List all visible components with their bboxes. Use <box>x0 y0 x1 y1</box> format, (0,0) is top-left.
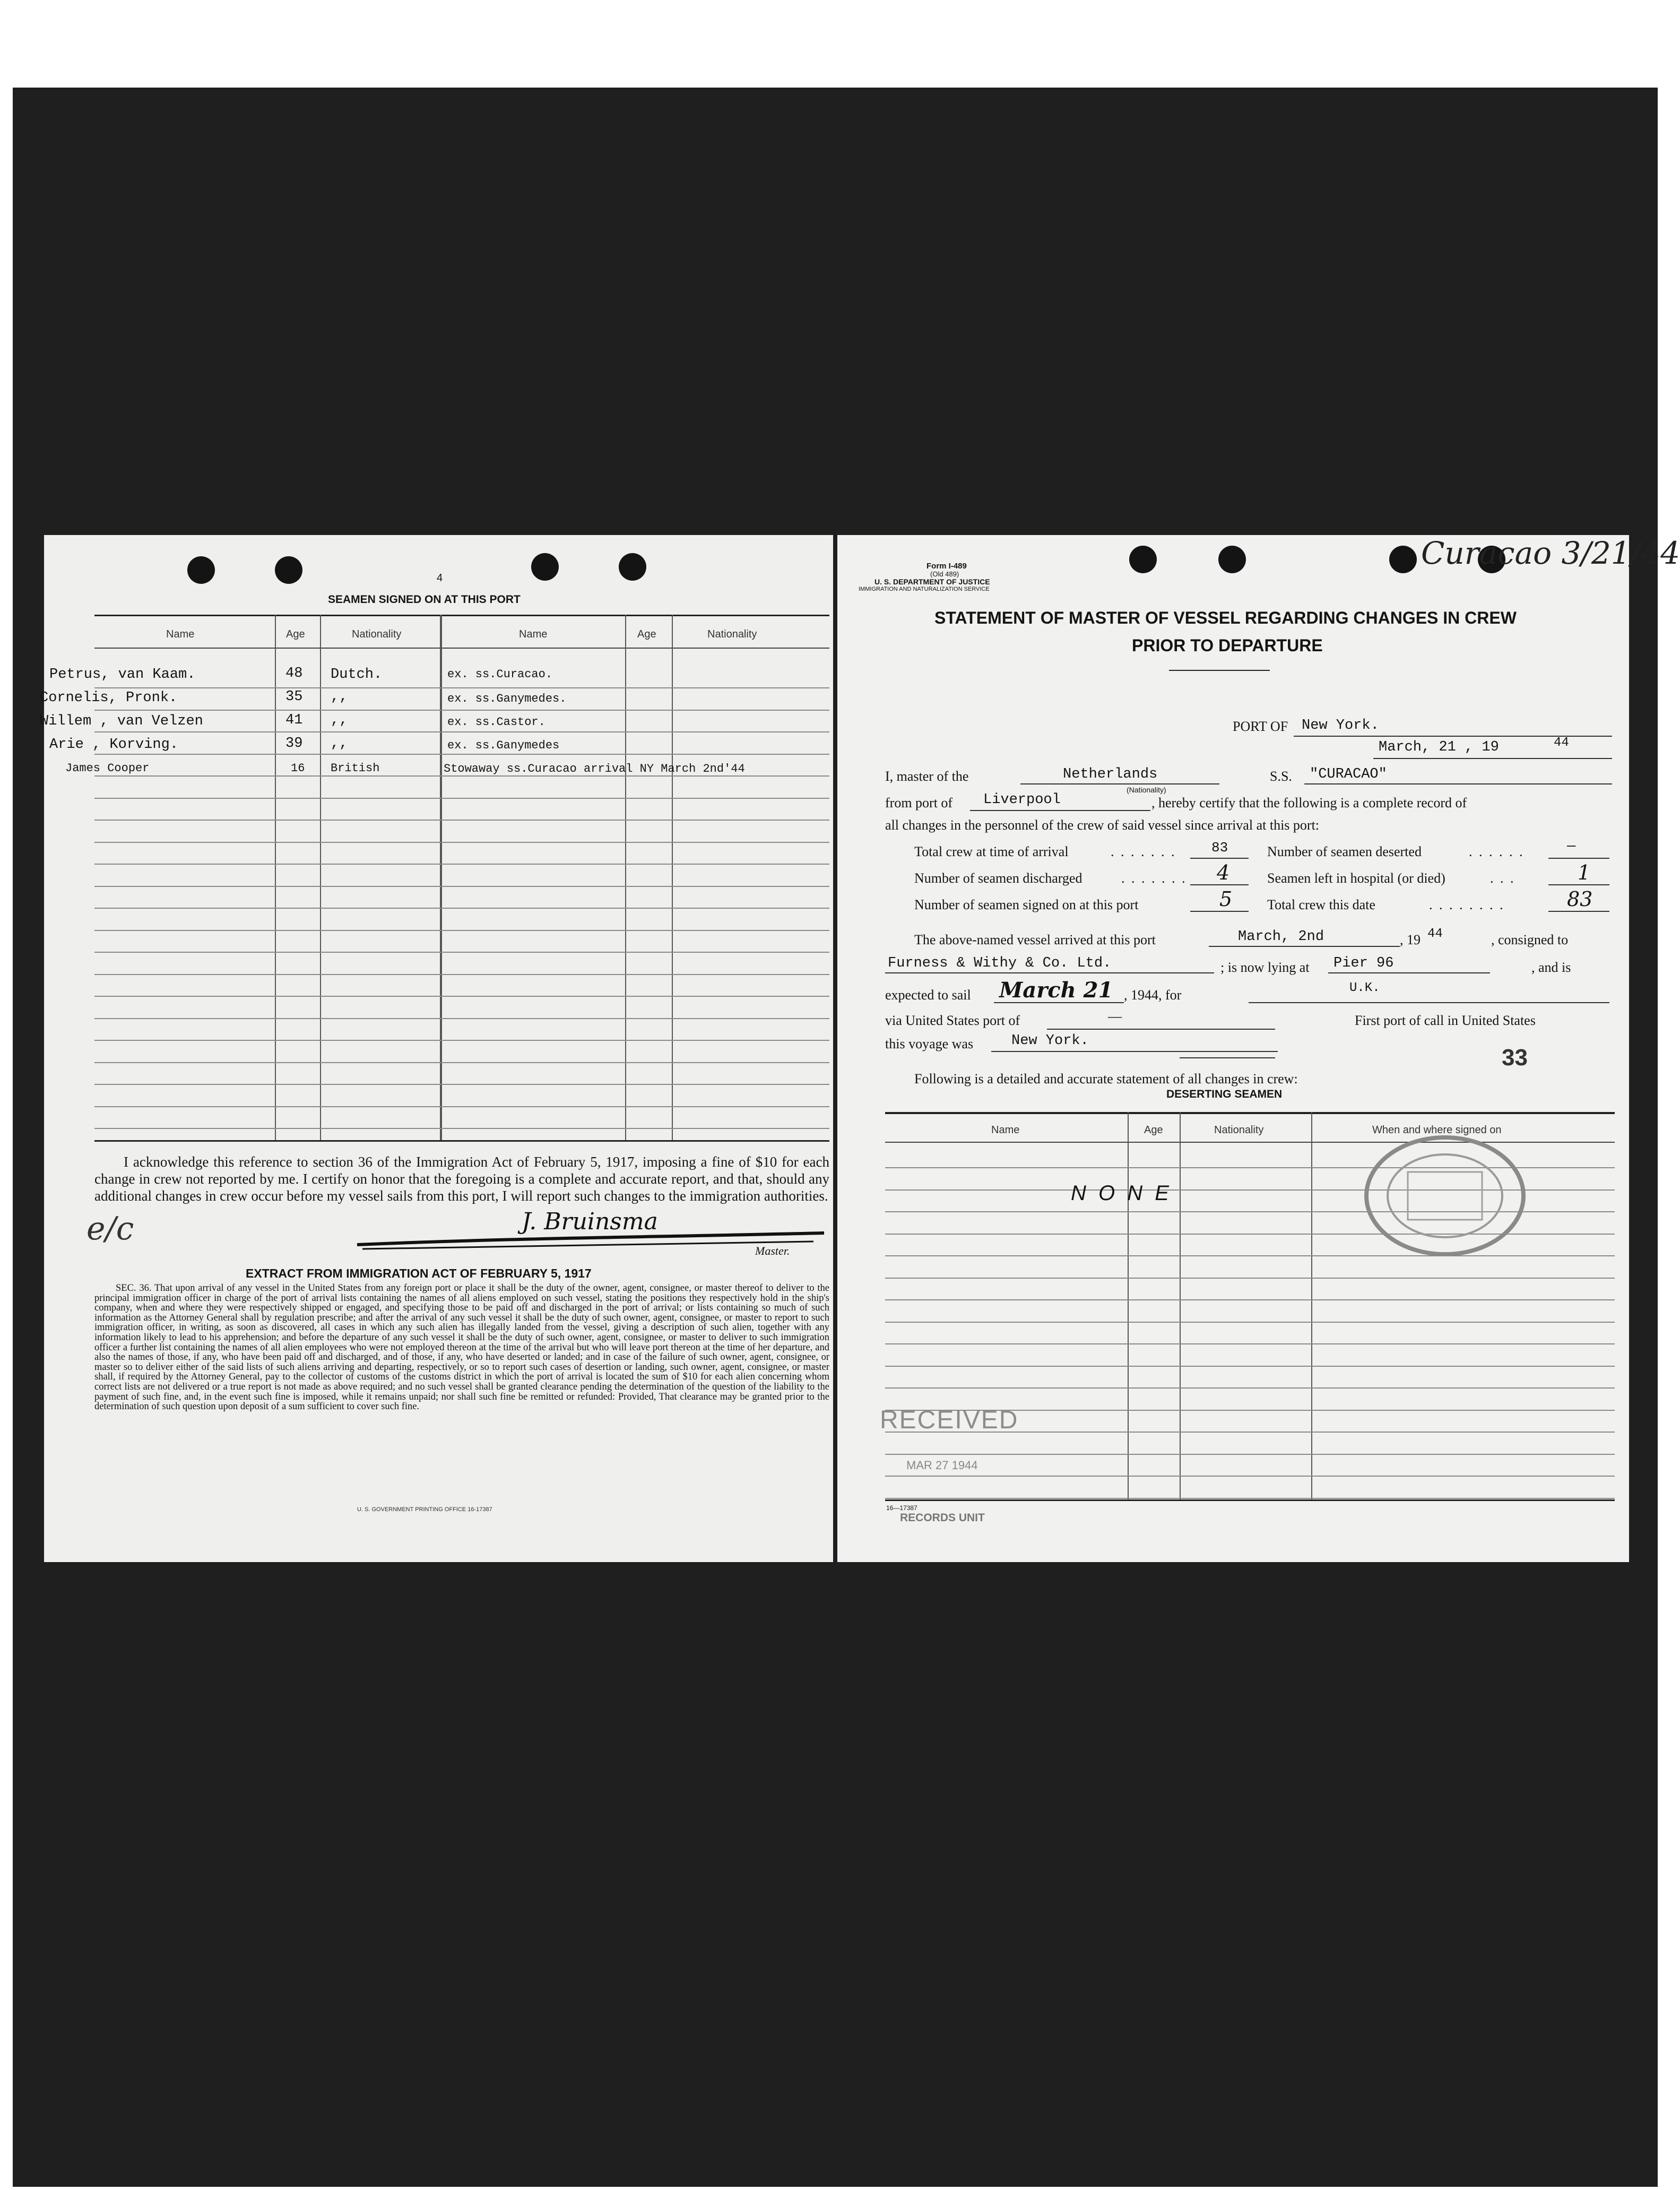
stat-value: 1 <box>1578 861 1591 884</box>
page-number: 4 <box>437 572 443 584</box>
ruled-line <box>94 710 829 711</box>
punch-hole <box>275 556 302 584</box>
ruled-line <box>94 952 829 953</box>
department: U. S. DEPARTMENT OF JUSTICE <box>874 577 990 586</box>
arrived-blank <box>1209 946 1400 947</box>
stat-label: Total crew at time of arrival <box>914 844 1069 859</box>
ruled-line <box>94 908 829 909</box>
col-header-age-2: Age <box>637 628 656 640</box>
stat-value: 5 <box>1219 887 1233 911</box>
punch-hole <box>619 553 646 581</box>
ruled-line <box>94 930 829 931</box>
via-label: via United States port of <box>885 1013 1020 1028</box>
ruled-line <box>94 820 829 821</box>
stat-value: 83 <box>1211 840 1228 856</box>
lying-value: Pier 96 <box>1333 955 1394 971</box>
circular-stamp <box>1357 1130 1532 1262</box>
ruled-line <box>885 1454 1615 1455</box>
col-divider <box>440 615 442 1140</box>
ruled-line <box>94 886 829 887</box>
stat-label: Number of seamen signed on at this port <box>914 897 1139 912</box>
ruled-line <box>94 1128 829 1129</box>
ruled-line <box>885 1322 1615 1323</box>
master-of-label: I, master of the <box>885 769 969 784</box>
seaman-remark: ex. ss.Ganymedes. <box>447 692 567 705</box>
stat-label: Number of seamen discharged <box>914 870 1083 886</box>
ship-name: "CURACAO" <box>1310 766 1387 782</box>
seaman-name: James Cooper <box>65 762 150 775</box>
ruled-line <box>885 1299 1615 1300</box>
ruled-line <box>94 864 829 865</box>
punch-hole <box>1129 546 1157 573</box>
seaman-nationality: ,, <box>331 689 348 705</box>
deserting-bottom-rule <box>885 1499 1615 1501</box>
seaman-name: Petrus, van Kaam. <box>49 667 196 683</box>
stat-value: 4 <box>1217 861 1230 884</box>
seaman-nationality: ,, <box>331 736 348 752</box>
seaman-name: Arie , Korving. <box>49 737 179 753</box>
col-header-nationality: Nationality <box>1214 1124 1264 1136</box>
none-entry: N O N E <box>1071 1182 1172 1205</box>
acknowledgement-text: I acknowledge this reference to section 36 of the Immigration Act of February 5, 1917, imposing a fine of $10 for each change in crew not reported by me. I certify on honor that the foregoing is a complete and accurate report, and that, should any additional changes in crew occur before my vessel sails from this port, I will report such changes to the immigration authorities. <box>94 1154 829 1204</box>
voyage-label: this voyage was <box>885 1036 974 1051</box>
form-number: Form I-489 <box>926 562 967 571</box>
destination-blank <box>1249 1002 1609 1003</box>
certify-text-2: all changes in the personnel of the crew of said vessel since arrival at this port: <box>885 817 1320 833</box>
ruled-line <box>94 731 829 732</box>
left-page <box>40 535 833 1562</box>
ruled-line <box>94 687 829 688</box>
seaman-age: 35 <box>285 689 303 705</box>
destination: U.K. <box>1349 981 1380 995</box>
sail-year: , 1944, for <box>1124 987 1182 1003</box>
ruled-line <box>94 974 829 975</box>
consignee-blank <box>885 972 1214 973</box>
consigned-label: , consigned to <box>1491 932 1569 947</box>
stat-label: Number of seamen deserted <box>1267 844 1422 859</box>
stat-blank <box>1548 884 1609 885</box>
stat-blank <box>1190 884 1249 885</box>
sail-label: expected to sail <box>885 987 971 1003</box>
ruled-line <box>885 1387 1615 1389</box>
ruled-line <box>94 1018 829 1019</box>
punch-hole <box>531 553 559 581</box>
ruled-line <box>94 842 829 843</box>
deserting-top-rule <box>885 1112 1615 1114</box>
ruled-line <box>885 1366 1615 1367</box>
first-port-label: First port of call in United States <box>1355 1013 1536 1028</box>
ruled-line <box>94 1062 829 1063</box>
printing-office: U. S. GOVERNMENT PRINTING OFFICE 16-17387 <box>357 1506 492 1513</box>
col-header-age: Age <box>286 628 305 640</box>
port-label: PORT OF <box>1233 719 1288 734</box>
master-label: Master. <box>755 1244 790 1257</box>
ruled-line <box>885 1278 1615 1279</box>
seaman-remark: ex. ss.Ganymedes <box>447 739 560 752</box>
seaman-remark: Stowaway ss.Curacao arrival NY March 2nd'44 <box>444 762 745 775</box>
nationality-value: Netherlands <box>1063 766 1158 782</box>
ruled-line <box>885 1343 1615 1344</box>
voyage-rule <box>1180 1057 1275 1058</box>
via-blank <box>1047 1029 1275 1030</box>
lying-label: ; is now lying at <box>1220 960 1310 975</box>
section-title: SEAMEN SIGNED ON AT THIS PORT <box>328 593 521 606</box>
following-text: Following is a detailed and accurate statement of all changes in crew: <box>914 1071 1298 1087</box>
col-divider <box>320 615 321 1140</box>
ruled-line <box>94 996 829 997</box>
seaman-age: 39 <box>285 736 303 752</box>
extract-text: SEC. 36. That upon arrival of any vessel in the United States from any foreign port or place it shall be the duty of the owner, agent, consignee, or master thereof to deliver to the principal immigration officer in charge of the port of arrival lists containing the names of all aliens employed on such vessel, stating the positions they respectively hold in the ship's company, when and where they were respectively shipped or engaged, and specifying those to be paid off and discharged in the port of arrival; or lists containing so much of such information as the Attorney General shall by regulation prescribe; and after the arrival of any such vessel it shall be the duty of such owner, agent, consignee, or master to report to such immigration officer, in writing, as soon as discovered, all cases in which any such alien has illegally landed from the vessel, giving a description of such alien, together with any information likely to lead to his apprehension; and before the departure of any such vessel it shall be the duty of such owner, agent, consignee, or master to deliver to such immigration officer a further list containing the names of all alien employees who were not employed thereon at the time of the arrival but who will leave port thereon at the time of her departure, and also the names of those, if any, who have been paid off and discharged, and of those, if any, who have deserted or landed; and in case of the failure of such owner, agent, consignee, or master so to deliver either of the said lists of such aliens arriving and departing, respectively, or so to report such cases of desertion or landing, such owner, agent, consignee, or master shall, if required by the Attorney General, pay to the collector of customs of the customs district in which the port of arrival is located the sum of $10 for each alien concerning whom correct lists are not delivered or a true report is not made as above required; and no such vessel shall be granted clearance pending the determination of the question of the liability to the payment of such fine, and, in the event such fine is imposed, while it remains unpaid; nor shall such fine be remitted or refunded: Provided, That clearance may be granted prior to the determination of such question upon deposit of a sum sufficient to cover such fine. <box>94 1283 829 1412</box>
via-value: — <box>1108 1008 1122 1024</box>
col-divider <box>1128 1112 1129 1499</box>
arrived-label: The above-named vessel arrived at this port <box>914 932 1156 947</box>
col-header-name: Name <box>166 628 195 640</box>
from-port-value: Liverpool <box>983 792 1061 808</box>
col-divider <box>1311 1112 1312 1499</box>
table-bottom-rule <box>94 1140 829 1142</box>
stat-value: — <box>1567 839 1576 855</box>
col-divider <box>625 615 626 1140</box>
title-underline <box>1169 670 1270 671</box>
stat-blank <box>1548 911 1609 912</box>
lying-blank <box>1328 972 1490 973</box>
records-unit-stamp: RECORDS UNIT <box>900 1512 985 1524</box>
col-divider <box>275 615 276 1140</box>
punch-hole <box>187 556 215 584</box>
seaman-nationality: ,, <box>331 712 348 728</box>
arrived-year-prefix: , 19 <box>1400 932 1421 947</box>
punch-hole <box>1389 546 1417 573</box>
punch-hole <box>1218 546 1246 573</box>
seaman-name: Willem , van Velzen <box>40 713 203 729</box>
form-old: (Old 489) <box>930 570 959 578</box>
page-stamp: 33 <box>1502 1045 1528 1071</box>
ruled-line <box>94 1040 829 1041</box>
ruled-line <box>885 1476 1615 1477</box>
date-blank <box>1373 758 1612 759</box>
handwritten-note: Curacao 3/21/44 <box>1421 535 1680 571</box>
stat-blank <box>1548 858 1609 859</box>
nationality-blank <box>1020 783 1219 784</box>
ruled-line <box>94 798 829 799</box>
ss-label: S.S. <box>1270 769 1292 784</box>
arrived-value: March, 2nd <box>1238 929 1324 945</box>
initials: e/c <box>86 1210 134 1247</box>
stat-value: 83 <box>1567 887 1593 911</box>
col-divider <box>672 615 673 1140</box>
stat-blank <box>1190 858 1249 859</box>
extract-title: EXTRACT FROM IMMIGRATION ACT OF FEBRUARY 5, 1917 <box>246 1266 592 1280</box>
voyage-blank <box>991 1051 1278 1052</box>
port-value: New York. <box>1302 718 1379 734</box>
certify-text: , hereby certify that the following is a complete record of <box>1151 795 1467 811</box>
right-page: Form I-489 (Old 489) U. S. DEPARTMENT OF JUSTICE IMMIGRATION AND NATURALIZATION SERVICE Curacao 3/21/44 STATEMENT OF MASTER OF VESSEL REGARDING CHANGES IN CREW PRIOR TO DEPARTURE PORT OF New York. March, 21 , 19 44 I, master of the Netherlands (Nationality) S.S. "CURACAO" from port of Liverpool , hereby certify that the following is a complete record of all changes in the personnel of the crew of said vessel since arrival at this port: Total crew at time of arrival . . . . . . . 83 Number of seamen deserted . . . . . . — Number of seamen discharged . . . . . . . 4 Seamen left in hospital (or died) . . . 1 Number of seamen signed on at this port 5 Total crew this date . . . . . . . . 83 The above-named vessel arrived at this port March, 2nd , 19 44 , consigned to Furness & Withy & Co. Ltd. ; is now lying at Pier 96 , and is expected to sail March 21 , 1944, for U.K. via United States port of — First port of call in United States this voyage was New York. 33 Following is a detailed and accurate statement of all changes in crew: DESERTING SEAMEN Name Age Nationality When and where signed on N O N E RECEIVED MAR 27 1944 16—17387 RECORDS UNIT <box>837 535 1629 1562</box>
ruled-line <box>94 1106 829 1107</box>
deserting-title: DESERTING SEAMEN <box>1166 1088 1283 1100</box>
col-header-name-2: Name <box>519 628 548 640</box>
seaman-remark: ex. ss.Castor. <box>447 715 545 729</box>
date-year: 44 <box>1554 736 1569 750</box>
service: IMMIGRATION AND NATURALIZATION SERVICE <box>859 586 990 592</box>
seaman-nationality: British <box>331 762 380 775</box>
nationality-caption: (Nationality) <box>1127 786 1166 794</box>
consignee: Furness & Withy & Co. Ltd. <box>888 955 1112 971</box>
ruled-line <box>94 775 829 777</box>
table-header-rule <box>94 648 829 649</box>
ruled-line <box>94 1084 829 1085</box>
stat-label: Seamen left in hospital (or died) <box>1267 870 1445 886</box>
seaman-remark: ex. ss.Curacao. <box>447 668 553 681</box>
date-value: March, 21 , 19 <box>1379 739 1499 755</box>
ruled-line <box>94 754 829 755</box>
sail-value: March 21 <box>999 978 1113 1003</box>
col-header-nationality-2: Nationality <box>707 628 757 640</box>
received-date: MAR 27 1944 <box>906 1459 978 1472</box>
seaman-age: 16 <box>291 762 305 775</box>
stat-label: Total crew this date <box>1267 897 1375 912</box>
arrived-year: 44 <box>1427 927 1443 941</box>
sail-blank <box>994 1002 1124 1003</box>
form-subtitle: PRIOR TO DEPARTURE <box>1132 636 1323 655</box>
col-header-age: Age <box>1144 1124 1163 1136</box>
from-port-blank <box>970 810 1150 811</box>
col-header-name: Name <box>991 1124 1020 1136</box>
and-is: , and is <box>1531 960 1571 975</box>
seaman-nationality: Dutch. <box>331 667 383 683</box>
ship-blank <box>1304 783 1612 784</box>
seaman-name: Cornelis, Pronk. <box>40 690 178 706</box>
col-header-signed-on: When and where signed on <box>1372 1124 1502 1136</box>
from-port-label: from port of <box>885 795 953 811</box>
stat-blank <box>1190 911 1249 912</box>
table-top-rule <box>94 615 829 616</box>
master-signature: J. Bruinsma <box>522 1208 658 1235</box>
seaman-age: 48 <box>285 666 303 682</box>
received-stamp: RECEIVED <box>880 1406 1019 1434</box>
voyage-value: New York. <box>1011 1033 1089 1049</box>
col-divider <box>1180 1112 1181 1499</box>
ruled-line <box>885 1498 1615 1499</box>
col-header-nationality: Nationality <box>352 628 402 640</box>
form-title: STATEMENT OF MASTER OF VESSEL REGARDING CHANGES IN CREW <box>934 608 1517 627</box>
seaman-age: 41 <box>285 712 303 728</box>
footer-code: 16—17387 <box>886 1504 917 1512</box>
